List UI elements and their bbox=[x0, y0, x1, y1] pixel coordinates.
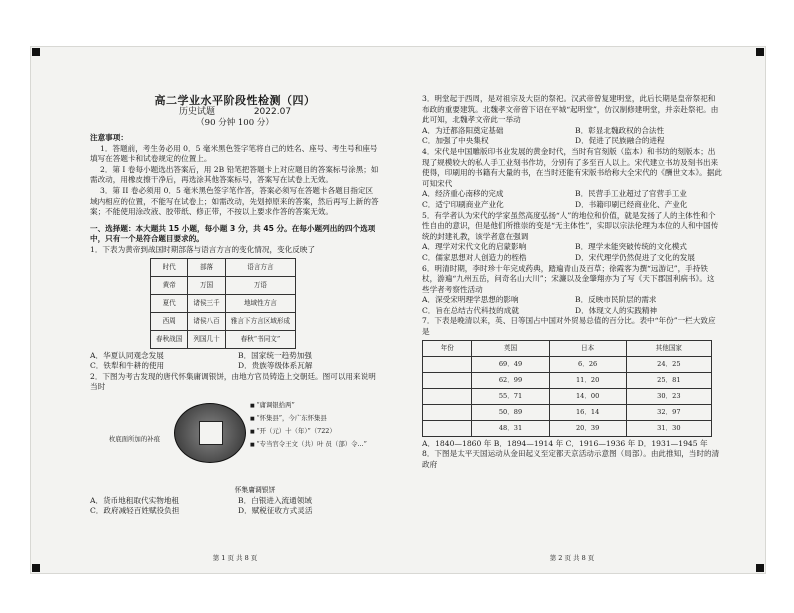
exam-duration: （90 分钟 100 分） bbox=[196, 118, 274, 128]
table-cell: 地域性方言 bbox=[225, 294, 295, 312]
page-footer: 第 1 页 共 8 页 bbox=[212, 554, 258, 563]
table-cell bbox=[423, 404, 472, 420]
exam-date: 2022.07 bbox=[253, 107, 292, 117]
figure-annotations bbox=[250, 399, 380, 451]
table-cell: 69．49 bbox=[472, 356, 549, 372]
table-cell bbox=[423, 356, 472, 372]
silver-ingot-image bbox=[174, 403, 246, 463]
annotation: ■ “专当官令王文（共）叶 员（部）令...” bbox=[250, 438, 380, 451]
page-footer: 第 2 页 共 8 页 bbox=[549, 554, 595, 563]
page-1 bbox=[90, 46, 380, 574]
note-item: 3．第 II 卷必须用 0．5 毫米黑色签字笔作答，答案必须写在答题卡各题目指定区域内相应的位置，不能写在试卷上；如需改动，先划掉原来的答案，然后再写上新的答案；不能使用涂改液、胶带纸、修正带，不按以上要求作答的答案无效。 bbox=[90, 185, 379, 217]
option: D．书籍印刷已经商业化、产业化 bbox=[575, 199, 688, 209]
annotation: ■ “怀集县”，今广东怀集县 bbox=[250, 412, 380, 425]
option: C．适宁印刷商业产业化 bbox=[422, 199, 504, 209]
question-4: 4．宋代是中国雕版印书业发展的黄金时代，当时有官刻版（监本）和书坊的刻版本；出现了规模较大的私人手工业刻书作坊，分别有了多至百人以上。宋代建立书坊及刻书出来使得，印刷用的书籍有大量的书，在当时还能有宋版书给称大全宋代的《酬世文本》。据此可知宋代 bbox=[422, 146, 722, 188]
scanned-exam-sheet bbox=[30, 46, 766, 574]
note-item: 2．第 I 卷每小题选出答案后，用 2B 铅笔把答题卡上对应题目的答案标号涂黑；如需改动，用橡皮擦干净后，再选涂其他答案标号，答案写在试卷上无效。 bbox=[90, 164, 379, 185]
table-cell: 部落 bbox=[188, 258, 225, 276]
option: B．白银进入流通领域 bbox=[238, 495, 312, 505]
question-6-options bbox=[422, 295, 722, 316]
table-cell: 西周 bbox=[151, 312, 188, 330]
question-7: 7．下表是晚清以来，英、日等国占中国对外贸易总值的百分比。表中“年份”一栏大致应是 bbox=[422, 316, 716, 337]
table-cell: 语言方言 bbox=[225, 258, 295, 276]
option: C．儒家思想对人创造力的桎梏 bbox=[422, 252, 527, 262]
table-cell: 62．99 bbox=[472, 372, 549, 388]
question-2-options bbox=[90, 496, 380, 517]
table-cell: 48．31 bbox=[472, 420, 549, 436]
option: B．彰显北魏政权的合法性 bbox=[575, 125, 665, 135]
option: C．加强了中央集权 bbox=[422, 136, 489, 146]
annotation: ■ “庸调银拾两” bbox=[250, 399, 380, 412]
option: A．经济重心南移的完成 bbox=[422, 189, 504, 199]
table-cell: 夏代 bbox=[151, 294, 188, 312]
option: B．反映市民阶层的需求 bbox=[575, 295, 657, 305]
table-cell: 日本 bbox=[549, 340, 626, 356]
question-1-table bbox=[150, 258, 296, 349]
page-2 bbox=[422, 46, 722, 574]
table-cell: 6．26 bbox=[549, 356, 626, 372]
table-cell: 50．89 bbox=[472, 404, 549, 420]
registration-mark bbox=[756, 48, 764, 56]
option: C．政府减轻百姓赋役负担 bbox=[90, 506, 180, 516]
table-cell: 春秋“书同文” bbox=[225, 330, 295, 348]
table-cell bbox=[423, 388, 472, 404]
table-cell: 31．30 bbox=[626, 420, 711, 436]
section-heading: 一、选择题：本大题共 15 小题，每小题 3 分，共 45 分。在每小题列出的四个选项中，只有一个是符合题目要求的。 bbox=[90, 223, 376, 244]
question-1-options bbox=[90, 351, 380, 372]
option: D．体现文人的实践精神 bbox=[575, 305, 658, 315]
table-cell: 列国几十 bbox=[188, 330, 225, 348]
option: A．华夏认同观念发展 bbox=[90, 350, 164, 360]
table-cell: 14．00 bbox=[549, 388, 626, 404]
table-cell: 其他国家 bbox=[626, 340, 711, 356]
question-3: 3．明堂起于西周，是对祖宗及大臣的祭祀。汉武帝曾复建明堂，此后长期是皇帝祭祀和布政的重要建筑。北魏孝文帝曾下诏在平城“起明堂”，仿汉制修建明堂，并亲赴祭祀。由此可知，北魏孝文帝此一举动 bbox=[422, 94, 719, 125]
question-5: 5．有学者认为宋代的学家虽然高度弘扬“人”的地位和价值，就是发扬了人的主体性和个性自由的意识，但是他们所推崇的变是“无主体性”，实即以宗法伦理为本位的人和中国传统的封建礼教，该学者意在强调 bbox=[422, 210, 719, 241]
question-2: 2．下图为考古发现的唐代怀集庸调银饼，由地方官员铸造上交朝廷。图可以用来说明当时 bbox=[90, 371, 376, 392]
table-cell bbox=[423, 420, 472, 436]
table-cell: 万国 bbox=[188, 276, 225, 294]
table-cell: 30．23 bbox=[626, 388, 711, 404]
table-cell: 雅言下方言区域形成 bbox=[225, 312, 295, 330]
question-7-options: A．1840—1860 年 B．1894—1914 年 C．1916—1936 年 D．1931—1945 年 bbox=[422, 438, 708, 448]
option: A．货币地租取代实物地租 bbox=[90, 495, 180, 505]
table-cell: 春秋战国 bbox=[151, 330, 188, 348]
registration-mark bbox=[32, 564, 40, 572]
option: D．赋税征收方式灵活 bbox=[238, 506, 313, 516]
annotation: ■ “开（元）十（年）”（722） bbox=[250, 425, 380, 438]
option: C．铁犁和牛耕的使用 bbox=[90, 361, 165, 371]
exam-subject: 历史试题 bbox=[178, 107, 215, 117]
option: B．国家统一趋势加强 bbox=[238, 350, 312, 360]
option: B．民营手工业超过了官营手工业 bbox=[575, 189, 687, 199]
table-cell: 英国 bbox=[472, 340, 549, 356]
table-cell: 时代 bbox=[151, 258, 188, 276]
figure-caption: 怀集庸调银饼 bbox=[234, 485, 276, 494]
option: D．贵族等级体系瓦解 bbox=[238, 361, 313, 371]
option: A．为迁都洛阳奠定基础 bbox=[422, 125, 504, 135]
table-cell: 24．25 bbox=[626, 356, 711, 372]
table-cell: 年份 bbox=[423, 340, 472, 356]
registration-mark bbox=[756, 564, 764, 572]
question-6: 6．明清时期，李时珍十年完成药典，踏遍青山及百草；徐霞客为撰“远游记”，手持铁杖，游遍“九州五岳，问奇名山大川”；宋濂以及金肇翔亦为了写《天下郡国利病书》。这些学者考察性活动 bbox=[422, 263, 715, 294]
notes-heading: 注意事项： bbox=[90, 133, 128, 142]
table-cell: 32．97 bbox=[626, 404, 711, 420]
figure-left-label: 枚底面所加的补痕 bbox=[108, 434, 160, 443]
table-cell: 黄帝 bbox=[151, 276, 188, 294]
silver-ingot-figure bbox=[90, 395, 380, 485]
option: D．促进了民族融合的进程 bbox=[575, 136, 665, 146]
exam-title: 高二学业水平阶段性检测（四） bbox=[154, 94, 316, 107]
question-5-options bbox=[422, 242, 722, 263]
question-1: 1．下表为黄帝到战国时期部落与语言方言的变化情况，变化反映了 bbox=[90, 244, 316, 254]
option: A．理学对宋代文化的启蒙影响 bbox=[422, 242, 527, 252]
note-item: 1．答题前，考生务必用 0．5 毫米黑色签字笔将自己的姓名、座号、考生号和座号填写在答题卡和试卷规定的位置上。 bbox=[90, 143, 378, 164]
question-8: 8．下图是太平天国运动从金田起义至定都天京活动示意图（局部）。由此推知，当时的清政府 bbox=[422, 449, 720, 469]
table-cell: 诸侯八百 bbox=[188, 312, 225, 330]
option: C．旨在总结古代科技的成就 bbox=[422, 305, 519, 315]
table-cell: 诸侯三千 bbox=[188, 294, 225, 312]
table-cell: 55．71 bbox=[472, 388, 549, 404]
option: A．深受宋明理学思想的影响 bbox=[422, 295, 519, 305]
table-cell bbox=[423, 372, 472, 388]
table-cell: 11．20 bbox=[549, 372, 626, 388]
table-cell: 16．14 bbox=[549, 404, 626, 420]
table-cell: 25．81 bbox=[626, 372, 711, 388]
table-cell: 20．39 bbox=[549, 420, 626, 436]
option: D．宋代理学仍然促进了文化的发展 bbox=[575, 252, 695, 262]
exam-subject-line bbox=[90, 107, 380, 118]
ingot-mark bbox=[199, 421, 223, 445]
question-4-options bbox=[422, 189, 722, 210]
registration-mark bbox=[32, 48, 40, 56]
table-cell: 万语 bbox=[225, 276, 295, 294]
option: B．理学未能突破传统的文化模式 bbox=[575, 242, 687, 252]
question-3-options bbox=[422, 126, 722, 147]
question-7-table bbox=[422, 340, 712, 437]
